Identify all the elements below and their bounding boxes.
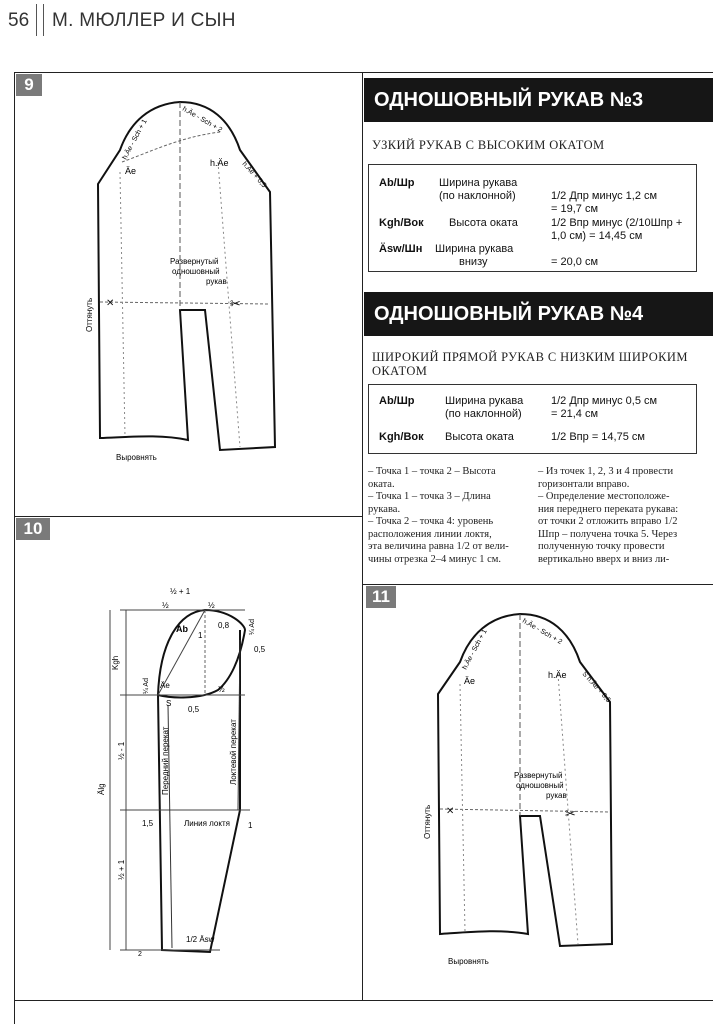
label-s: S xyxy=(166,699,172,708)
label-hae-sch-2: h.Äe - Sch + 2 xyxy=(181,105,224,135)
instr-right-line: Шпр – получена точка 5. Через xyxy=(538,528,678,540)
label-stretch: Оттянуть xyxy=(423,804,432,839)
row-3-desc1: Ширина рукава xyxy=(435,243,514,255)
label-s-hae: S h.Äe + 0,5 xyxy=(580,670,612,705)
instr-left-line: рукава. xyxy=(368,503,401,515)
instr-right-line: – Из точек 1, 2, 3 и 4 провести xyxy=(538,466,674,477)
instr-left-line: эта величина равна 1/2 от вели- xyxy=(368,541,509,552)
label-s-hae: h.Äe + 0,5 xyxy=(240,160,268,190)
label-half-plus-1-v: ½ + 1 xyxy=(117,859,126,880)
row-3-formula2: = 20,0 см xyxy=(551,256,599,268)
label-kgh: Kgh xyxy=(111,655,120,670)
instructions-left-column xyxy=(368,466,530,566)
label-half-b: ½ xyxy=(208,601,215,610)
page-number: 56 xyxy=(8,10,30,31)
sleeve-9-left-fold xyxy=(120,172,125,437)
label-half-minus-1: ½ - 1 xyxy=(117,741,126,760)
figure-11-sleeve-pattern xyxy=(420,604,660,974)
stretch-marks-9: ✕ xyxy=(106,298,115,309)
row-1-formula1: 1/2 Дпр минус 1,2 см xyxy=(551,190,658,202)
label-hae-sch-2: h.Äe - Sch + 2 xyxy=(521,617,564,647)
row-2-code: Kgh/Вок xyxy=(379,217,424,229)
instr-left-line: расположения линии локтя, xyxy=(368,528,492,540)
sleeve-4-banner xyxy=(364,292,713,336)
instr-left-line: – Точка 1 – точка 2 – Высота xyxy=(368,466,496,477)
row-1-formula2: = 21,4 см xyxy=(551,408,599,420)
figure-10-sleeve-construction xyxy=(90,580,290,965)
sleeve-4-title: ОДНОШОВНЫЙ РУКАВ №4 xyxy=(374,303,644,325)
sleeve-3-banner xyxy=(364,78,713,122)
label-quarter-ad-right: ¼ Ad xyxy=(249,619,256,635)
label-elbow-fold: Локтевой перекат xyxy=(229,719,238,785)
row-2-code: Kgh/Вок xyxy=(379,431,424,443)
label-half-asw: 1/2 Äsw xyxy=(186,935,215,944)
scissors-icon: ✂ xyxy=(230,296,241,311)
label-half-plus-1: ½ + 1 xyxy=(170,587,191,596)
instr-right-line: ния переднего переката рукава: xyxy=(538,503,679,515)
sleeve-3-measurement-table xyxy=(368,164,697,272)
sleeve-11-left-fold xyxy=(460,684,465,932)
row-2-formula1: 1/2 Впр минус (2/10Шпр + xyxy=(551,217,683,229)
sleeve-4-subtitle-line1: ШИРОКИЙ ПРЯМОЙ РУКАВ С НИЗКИМ ШИРОКИМ xyxy=(372,350,688,364)
label-o5-right: 0,5 xyxy=(254,645,266,654)
row-1-formula2: = 19,7 см xyxy=(551,203,599,215)
label-hae: h.Äe xyxy=(210,158,229,168)
label-align: Выровнять xyxy=(116,453,157,462)
label-half-c: ½ xyxy=(218,685,225,694)
label-sleeve: рукав xyxy=(206,277,227,286)
row-1-desc2: (по наклонной) xyxy=(445,408,522,420)
row-2-desc1: Высота оката xyxy=(449,217,518,229)
row-1-formula1: 1/2 Дпр минус 0,5 см xyxy=(551,395,658,407)
sleeve-3-title: ОДНОШОВНЫЙ РУКАВ №3 xyxy=(374,89,644,111)
sleeve-3-subtitle: УЗКИЙ РУКАВ С ВЫСОКИМ ОКАТОМ xyxy=(372,138,605,152)
frame-left-line xyxy=(14,72,15,1024)
frame-mid-horizontal-left xyxy=(14,516,362,517)
figure-9-sleeve-pattern xyxy=(70,92,310,472)
figure-number-11: 11 xyxy=(366,586,396,608)
row-1-desc1: Ширина рукава xyxy=(445,395,524,407)
instructions-right-column xyxy=(538,466,702,566)
row-3-code: Äsw/Шн xyxy=(379,243,423,255)
sleeve-4-subtitle-line2: ОКАТОМ xyxy=(372,364,428,378)
sleeve-9-elbow-line xyxy=(100,302,270,304)
instr-right-line: – Определение местоположе- xyxy=(538,491,670,502)
scissors-icon: ✂ xyxy=(565,806,576,821)
sleeve-11-elbow-line xyxy=(440,809,610,812)
label-align: Выровнять xyxy=(448,957,489,966)
row-2-desc1: Высота оката xyxy=(445,431,514,443)
instr-left-line: чины отрезка 2–4 минус 1 см. xyxy=(368,553,502,565)
row-2-formula2: 1,0 см) = 14,45 см xyxy=(551,230,643,242)
label-one-right: 1 xyxy=(248,821,253,830)
label-hae-sch-1: h.Äe - Sch + 1 xyxy=(121,118,149,161)
label-ab: Ab xyxy=(176,624,188,634)
label-o8: 0,8 xyxy=(218,621,230,630)
label-o5: 0,5 xyxy=(188,705,200,714)
label-hae-sch-1: h.Äe - Sch + 1 xyxy=(461,628,489,671)
frame-mid-horizontal-right xyxy=(362,584,713,585)
frame-top-line xyxy=(14,72,713,73)
label-one-five: 1,5 xyxy=(142,819,154,828)
label-developed: Развернутый xyxy=(514,771,563,780)
label-one-seam: одношовный xyxy=(172,267,220,276)
label-ae: Äe xyxy=(464,676,476,686)
instr-left-line: – Точка 2 – точка 4: уровень xyxy=(368,516,494,527)
frame-bottom-line xyxy=(14,1000,713,1001)
instr-right-line: вертикально вверх и вниз ли- xyxy=(538,553,670,565)
label-sleeve: рукав xyxy=(546,791,567,800)
stretch-marks-11: ✕ xyxy=(446,806,455,817)
label-alg: Älg xyxy=(97,783,106,795)
label-elbow-line: Линия локтя xyxy=(184,819,230,828)
row-1-desc1: Ширина рукава xyxy=(439,177,518,189)
label-one: 1 xyxy=(198,631,203,640)
row-1-code: Ab/Шр xyxy=(379,177,415,189)
label-developed: Развернутый xyxy=(170,257,219,266)
publisher-name: М. МЮЛЛЕР И СЫН xyxy=(52,10,236,31)
label-hae: h.Äe xyxy=(548,670,567,680)
label-ae: Äe xyxy=(125,166,137,176)
instr-right-line: горизонтали вправо. xyxy=(538,478,630,490)
instr-left-line: оката. xyxy=(368,478,395,490)
header-separator xyxy=(36,4,44,36)
sleeve-10-top-curve xyxy=(158,610,245,697)
label-two: 2 xyxy=(138,951,142,958)
instr-right-line: от точки 2 отложить вправо 1/2 xyxy=(538,516,678,527)
row-1-desc2: (по наклонной) xyxy=(439,190,516,202)
label-ae: Äe xyxy=(160,681,170,690)
frame-middle-divider xyxy=(362,72,363,1000)
row-3-desc2: внизу xyxy=(459,256,488,268)
label-quarter-ad-left: ¼ Ad xyxy=(143,678,150,694)
label-half-a: ½ xyxy=(162,601,169,610)
label-front-fold: Передний перекат xyxy=(161,726,170,795)
instr-left-line: – Точка 1 – точка 3 – Длина xyxy=(368,491,491,502)
figure-number-9: 9 xyxy=(16,74,42,96)
row-1-code: Ab/Шр xyxy=(379,395,415,407)
label-one-seam: одношовный xyxy=(516,781,564,790)
instr-right-line: полученную точку провести xyxy=(538,541,665,552)
row-2-formula1: 1/2 Впр = 14,75 см xyxy=(551,431,645,443)
label-stretch: Оттянуть xyxy=(85,297,94,332)
figure-number-10: 10 xyxy=(16,518,50,540)
sleeve-4-measurement-table xyxy=(368,384,697,454)
